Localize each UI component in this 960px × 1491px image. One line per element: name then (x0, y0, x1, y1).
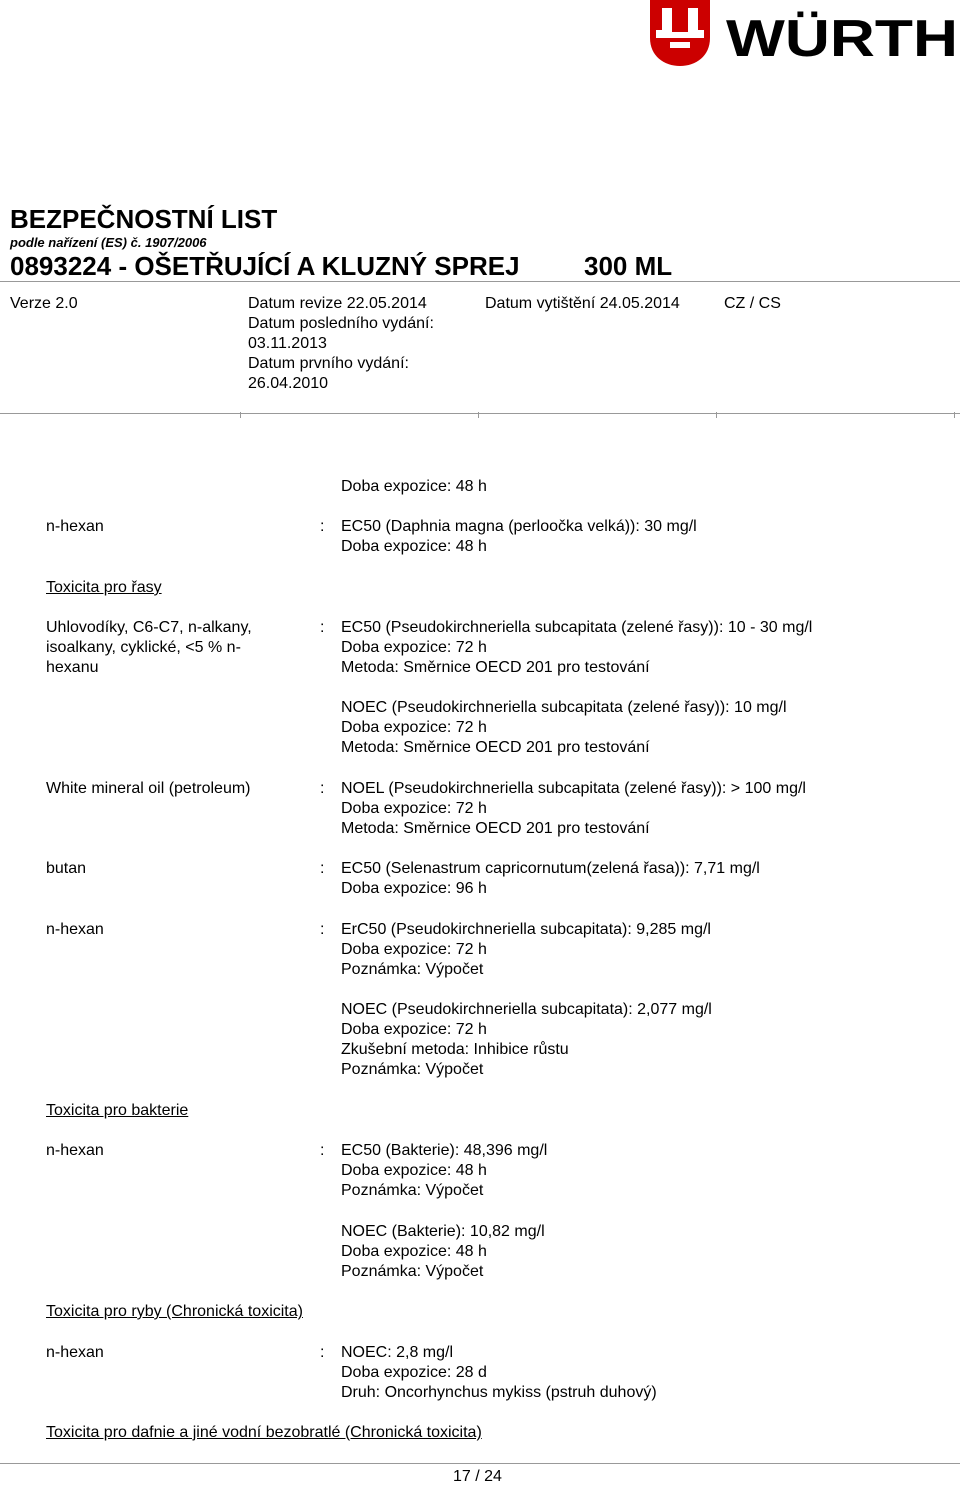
revision-date: Datum revize 22.05.2014 (248, 295, 427, 312)
last-issue-date: 03.11.2013 (248, 335, 327, 352)
colon: : (320, 1142, 325, 1159)
section-heading: Toxicita pro ryby (Chronická toxicita) (46, 1303, 303, 1320)
value-line: NOEC (Bakterie): 10,82 mg/l (341, 1223, 545, 1240)
divider-tick (240, 412, 241, 418)
value-line: Doba expozice: 28 d (341, 1364, 487, 1381)
value-line: Doba expozice: 48 h (341, 1243, 487, 1260)
substance-label: butan (46, 860, 87, 877)
colon: : (320, 518, 325, 535)
locale: CZ / CS (724, 295, 781, 312)
page-number: 17 / 24 (453, 1468, 502, 1485)
value-line: Poznámka: Výpočet (341, 961, 484, 978)
value-line: Doba expozice: 96 h (341, 880, 487, 897)
last-issue-label: Datum posledního vydání: (248, 315, 434, 332)
value-line: Metoda: Směrnice OECD 201 pro testování (341, 659, 650, 676)
value-line: Poznámka: Výpočet (341, 1061, 484, 1078)
value-line: Doba expozice: 48 h (341, 478, 487, 495)
section-heading: Toxicita pro bakterie (46, 1102, 189, 1119)
product-size: 300 ML (584, 251, 673, 281)
divider-tick (954, 412, 955, 418)
substance-label: n-hexan (46, 921, 104, 938)
colon: : (320, 780, 325, 797)
value-line: Doba expozice: 72 h (341, 639, 487, 656)
value-line: Metoda: Směrnice OECD 201 pro testování (341, 820, 650, 837)
document-title: BEZPEČNOSTNÍ LIST (10, 204, 278, 234)
value-line: Druh: Oncorhynchus mykiss (pstruh duhový) (341, 1384, 657, 1401)
value-line: ErC50 (Pseudokirchneriella subcapitata): 9,285 mg/l (341, 921, 711, 938)
colon: : (320, 921, 325, 938)
substance-label: n-hexan (46, 518, 104, 535)
header-divider (0, 281, 960, 282)
substance-label: n-hexan (46, 1142, 104, 1159)
print-date: Datum vytištění 24.05.2014 (485, 295, 680, 312)
value-line: Zkušební metoda: Inhibice růstu (341, 1041, 569, 1058)
first-issue-date: 26.04.2010 (248, 375, 329, 392)
value-line: Doba expozice: 72 h (341, 800, 487, 817)
version: Verze 2.0 (10, 295, 78, 312)
value-line: Poznámka: Výpočet (341, 1263, 484, 1280)
value-line: Poznámka: Výpočet (341, 1182, 484, 1199)
value-line: NOEC (Pseudokirchneriella subcapitata): 2,077 mg/l (341, 1001, 712, 1018)
substance-label: White mineral oil (petroleum) (46, 780, 251, 797)
value-line: EC50 (Bakterie): 48,396 mg/l (341, 1142, 548, 1159)
value-line: EC50 (Daphnia magna (perloočka velká)): 30 mg/l (341, 518, 697, 535)
colon: : (320, 1344, 325, 1361)
header-bottom-divider (0, 413, 960, 414)
value-line: EC50 (Selenastrum capricornutum(zelená řasa)): 7,71 mg/l (341, 860, 760, 877)
value-line: NOEL (Pseudokirchneriella subcapitata (zelené řasy)): > 100 mg/l (341, 780, 806, 797)
value-line: NOEC (Pseudokirchneriella subcapitata (zelené řasy)): 10 mg/l (341, 699, 787, 716)
wurth-logo (648, 0, 960, 70)
regulation-subtitle: podle nařízení (ES) č. 1907/2006 (10, 235, 207, 250)
value-line: Doba expozice: 48 h (341, 1162, 487, 1179)
colon: : (320, 860, 325, 877)
value-line: Metoda: Směrnice OECD 201 pro testování (341, 739, 650, 756)
divider-tick (716, 412, 717, 418)
value-line: Doba expozice: 48 h (341, 538, 487, 555)
substance-label: Uhlovodíky, C6-C7, n-alkany, isoalkany, cyklické, <5 % n-hexanu (46, 619, 252, 676)
substance-label: n-hexan (46, 1344, 104, 1361)
value-line: Doba expozice: 72 h (341, 1021, 487, 1038)
value-line: EC50 (Pseudokirchneriella subcapitata (zelené řasy)): 10 - 30 mg/l (341, 619, 813, 636)
divider-tick (478, 412, 479, 418)
section-heading: Toxicita pro řasy (46, 579, 162, 596)
brand-wordmark: WÜRTH (726, 10, 958, 68)
value-line: Doba expozice: 72 h (341, 719, 487, 736)
section-heading: Toxicita pro dafnie a jiné vodní bezobratlé (Chronická toxicita) (46, 1424, 482, 1441)
first-issue-label: Datum prvního vydání: (248, 355, 409, 372)
colon: : (320, 619, 325, 636)
value-line: NOEC: 2,8 mg/l (341, 1344, 454, 1361)
value-line: Doba expozice: 72 h (341, 941, 487, 958)
footer-divider (0, 1463, 960, 1464)
product-name: 0893224 - OŠETŘUJÍCÍ A KLUZNÝ SPREJ (10, 251, 520, 281)
